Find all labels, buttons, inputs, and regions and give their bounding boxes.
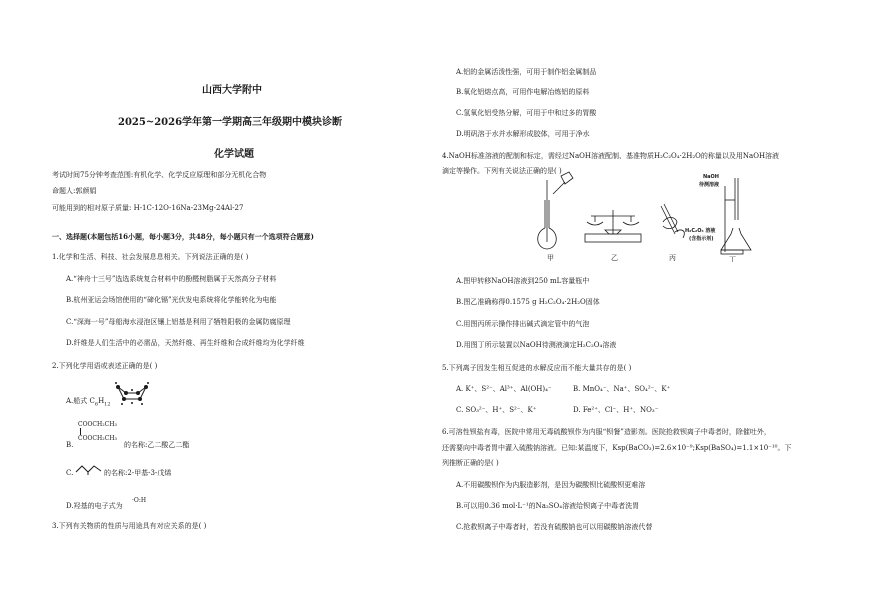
q1-option-c: C.“深海一号”母船海水浸泡区镶上铝基是利用了牺牲阳极的金属防腐原理 [66, 318, 291, 326]
q1-option-b: B.杭州亚运会场馆使用的“碲化镉”光伏发电系统将化学能转化为电能 [66, 296, 277, 304]
q4-option-d: D.用图丁所示装置以NaOH待测液滴定H₂C₂O₄溶液 [456, 341, 617, 349]
q1-option-d: D.纤维是人们生活中的必需品，天然纤维、再生纤维和合成纤维均为化学纤维 [66, 339, 305, 347]
exam-scope: 考试时间75分钟考查范围:有机化学、化学反应原理和部分无机化合物 [52, 171, 267, 179]
fig-indicator-label: (含指示剂) [689, 236, 714, 242]
atomic-masses: 可能用到的相对原子质量: H-1C-12O-16Na-23Mg-24Al-27 [52, 204, 244, 212]
q4-stem-line2: 滴定等操作。下列有关说法正确的是( ) [442, 167, 562, 175]
q3-option-a: A.铝的金属活泼性强，可用于制作铝金属制品 [456, 68, 597, 76]
q6-option-a: A.不用碳酸钡作为内服造影剂，是因为碳酸钡比硫酸钡更难溶 [456, 481, 646, 489]
q2-c-name: 的名称:2-甲基-3-戊烯 [104, 469, 172, 477]
q5-stem: 5.下列离子因发生相互促进的水解反应而不能大量共存的是( ) [442, 364, 632, 372]
q2-option-d: D.羟基的电子式为 [66, 502, 123, 510]
q2-stem: 2.下列化学用语或表述正确的是( ) [52, 362, 158, 370]
q3-option-d: D.明矾溶于水并水解形成胶体，可用于净水 [456, 130, 590, 138]
fig-naoh-label: NaOH [703, 174, 719, 180]
q3-option-b: B.氧化铝熔点高，可用作电解冶炼铝的原料 [456, 88, 590, 96]
q5-option-d: D. Fe²⁺、Cl⁻、H⁺、NO₃⁻ [573, 406, 659, 414]
q4-option-c: C.用图丙所示操作排出碱式滴定管中的气泡 [456, 320, 590, 328]
q6-stem-line1: 6.可溶性钡盐有毒，医院中常用无毒硫酸钡作为内服“钡餐”造影剂。医院抢救钡离子中毒者时，除催吐外， [442, 428, 771, 436]
subject-title: 化学试题 [214, 149, 254, 160]
q6-option-b: B.可以用0.36 mol·L⁻¹的Na₂SO₄溶液给钡离子中毒者洗胃 [456, 502, 640, 510]
q6-stem-line2: 还需要向中毒者胃中灌入硫酸钠溶液。已知:某温度下，Ksp(BaCO₃)=2.6×10⁻⁹;Ksp(BaSO₄)=1.1×10⁻¹⁰。下 [442, 444, 792, 452]
q3-option-c: C.氢氧化铝受热分解，可用于中和过多的胃酸 [456, 109, 597, 117]
section-title: 一、选择题(本题包括16小题，每小题3分，共48分，每小题只有一个选项符合题意) [52, 232, 314, 241]
q2-b-name: 的名称:乙二酸乙二酯 [124, 441, 190, 449]
fig-label-yi: 乙 [611, 254, 618, 262]
q2-option-b: B. [66, 441, 74, 449]
q4-apparatus-figure [535, 170, 765, 262]
fig-label-ding: 丁 [729, 256, 736, 262]
q2-option-a: A.船式 $C_6H_{12}$ [66, 397, 111, 408]
q4-option-a: A.图甲转移NaOH溶液到250 mL容量瓶中 [456, 277, 590, 285]
exam-title: 2025~2026学年第一学期高三年级期中模块诊断 [118, 117, 343, 128]
q1-option-a: A.“神舟十三号”选选系统复合材料中的酚醛树脂属于天然高分子材料 [66, 275, 277, 283]
school-name: 山西大学附中 [202, 85, 262, 96]
q1-stem: 1.化学和生活、科技、社会发展息息相关。下列说法正确的是( ) [52, 253, 249, 261]
q2-d-formula: ·O:H [132, 497, 147, 504]
q4-option-b: B.图乙准确称得0.1575 g H₂C₂O₄·2H₂O固体 [456, 298, 600, 306]
fig-label-bing: 丙 [669, 254, 676, 262]
q6-stem-line3: 列推断正确的是( ) [442, 459, 499, 467]
fig-h2c2o4-label: H₂C₂O₄ 溶液 [685, 228, 716, 234]
q4-stem-line1: 4.NaOH标准溶液的配制和标定，需经过NaOH溶液配制、基准物质H₂C₂O₄·2H₂O的称量以及用NaOH溶液 [442, 152, 780, 160]
exam-author: 命题人:郭颜娟 [52, 187, 97, 195]
q2-b-formula-top: COOCH₂CH₃ [78, 421, 117, 428]
q5-option-c: C. SO₃²⁻、H⁺、S²⁻、K⁺ [456, 406, 537, 414]
q2-option-c: C. [66, 469, 74, 477]
fig-label-jia: 甲 [547, 254, 554, 262]
q2-b-formula-bottom: COOCH₂CH₃ [78, 435, 117, 442]
fig-naoh-solution-label: 待测溶液 [699, 182, 720, 188]
q2-c-skeletal-structure [74, 462, 104, 476]
q5-option-a: A. K⁺、S²⁻、Al³⁺、Al(OH)₄⁻ [456, 385, 552, 393]
q5-option-b: B. MnO₄⁻、Na⁺、SO₄²⁻、K⁺ [573, 385, 671, 393]
q6-option-c: C.抢救钡离子中毒者时，若没有硫酸钠也可以用碳酸钠溶液代替 [456, 523, 653, 531]
boat-cyclohexane-structure [114, 381, 150, 407]
q3-stem: 3.下列有关物质的性质与用途具有对应关系的是( ) [52, 522, 207, 530]
